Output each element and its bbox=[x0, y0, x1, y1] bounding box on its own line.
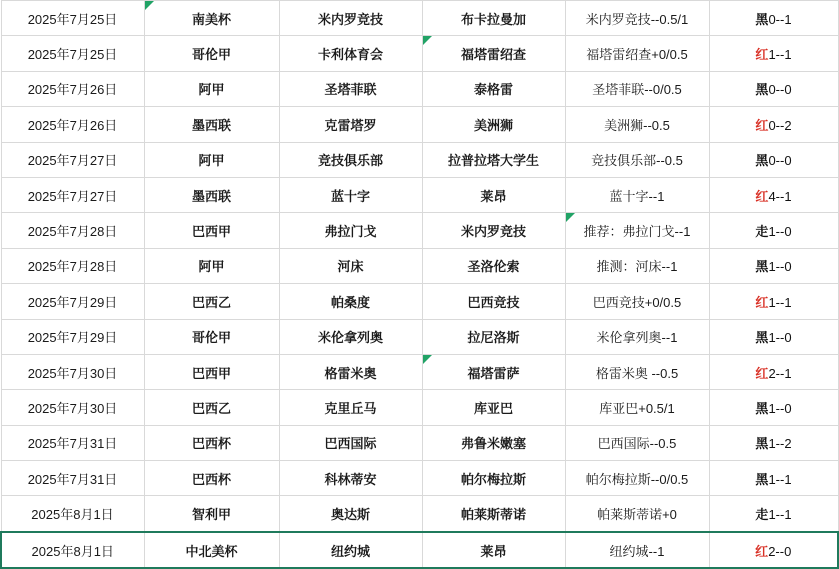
cell-date: 2025年7月25日 bbox=[1, 1, 144, 36]
table-row[interactable] bbox=[1, 425, 838, 460]
cell-home: 帕桑度 bbox=[279, 284, 422, 319]
cell-date: 2025年7月31日 bbox=[1, 425, 144, 460]
table-row[interactable] bbox=[1, 107, 838, 142]
result-badge: 黑 bbox=[755, 153, 769, 169]
cell-league: 中北美杯 bbox=[144, 532, 279, 568]
result-badge: 黑 bbox=[755, 259, 769, 275]
cell-result bbox=[709, 71, 838, 106]
cell-result bbox=[709, 461, 838, 496]
cell-home: 米内罗竞技 bbox=[279, 1, 422, 36]
cell-league: 巴西甲 bbox=[144, 354, 279, 389]
result-score: 1--1 bbox=[768, 47, 792, 63]
cell-home: 竞技俱乐部 bbox=[279, 142, 422, 177]
cell-home: 科林蒂安 bbox=[279, 461, 422, 496]
result-score: 1--1 bbox=[768, 471, 792, 487]
result-score: 4--1 bbox=[768, 188, 792, 204]
result-score: 0--2 bbox=[768, 117, 792, 133]
table-row[interactable] bbox=[1, 177, 838, 212]
cell-tip: 帕尔梅拉斯--0/0.5 bbox=[565, 461, 709, 496]
result-badge: 走 bbox=[755, 507, 769, 523]
table-row[interactable] bbox=[1, 354, 838, 389]
result-score: 1--1 bbox=[768, 294, 792, 310]
cell-home: 格雷米奥 bbox=[279, 354, 422, 389]
cell-away: 帕莱斯蒂诺 bbox=[422, 496, 565, 532]
result-score: 2--1 bbox=[768, 365, 792, 381]
cell-result bbox=[709, 248, 838, 283]
cell-away: 泰格雷 bbox=[422, 71, 565, 106]
cell-league: 智利甲 bbox=[144, 496, 279, 532]
result-score: 0--0 bbox=[768, 82, 792, 98]
result-badge: 黑 bbox=[755, 82, 769, 98]
cell-tip: 巴西国际--0.5 bbox=[565, 425, 709, 460]
cell-league: 阿甲 bbox=[144, 142, 279, 177]
result-badge: 红 bbox=[755, 188, 769, 204]
cell-tip: 帕莱斯蒂诺+0 bbox=[565, 496, 709, 532]
cell-league: 哥伦甲 bbox=[144, 36, 279, 71]
result-score: 1--0 bbox=[768, 259, 792, 275]
cell-home: 纽约城 bbox=[279, 532, 422, 568]
cell-home: 克雷塔罗 bbox=[279, 107, 422, 142]
cell-league: 阿甲 bbox=[144, 248, 279, 283]
cell-tip: 美洲狮--0.5 bbox=[565, 107, 709, 142]
cell-away: 美洲狮 bbox=[422, 107, 565, 142]
result-badge: 红 bbox=[755, 543, 769, 559]
table-row[interactable] bbox=[1, 284, 838, 319]
cell-home: 弗拉门戈 bbox=[279, 213, 422, 248]
cell-league: 巴西乙 bbox=[144, 390, 279, 425]
cell-away: 圣洛伦索 bbox=[422, 248, 565, 283]
cell-result bbox=[709, 1, 838, 36]
cell-date: 2025年8月1日 bbox=[1, 532, 144, 568]
cell-result bbox=[709, 496, 838, 532]
result-score: 1--0 bbox=[768, 224, 792, 240]
cell-tip: 格雷米奥 --0.5 bbox=[565, 354, 709, 389]
cell-tip: 蓝十字--1 bbox=[565, 177, 709, 212]
cell-away: 布卡拉曼加 bbox=[422, 1, 565, 36]
cell-result bbox=[709, 107, 838, 142]
cell-result bbox=[709, 425, 838, 460]
cell-tip: 纽约城--1 bbox=[565, 532, 709, 568]
table-row[interactable] bbox=[1, 532, 838, 568]
result-score: 1--0 bbox=[768, 330, 792, 346]
cell-home: 奥达斯 bbox=[279, 496, 422, 532]
cell-result bbox=[709, 532, 838, 568]
result-badge: 红 bbox=[755, 294, 769, 310]
cell-tip: 推荐：弗拉门戈--1 bbox=[565, 213, 709, 248]
cell-tip: 库亚巴+0.5/1 bbox=[565, 390, 709, 425]
cell-tip: 福塔雷绍查+0/0.5 bbox=[565, 36, 709, 71]
table-body bbox=[1, 1, 838, 569]
table-row[interactable] bbox=[1, 36, 838, 71]
cell-league: 墨西联 bbox=[144, 177, 279, 212]
cell-result bbox=[709, 284, 838, 319]
cell-home: 克里丘马 bbox=[279, 390, 422, 425]
result-badge: 红 bbox=[755, 47, 769, 63]
cell-away: 弗鲁米嫩塞 bbox=[422, 425, 565, 460]
cell-home: 圣塔菲联 bbox=[279, 71, 422, 106]
cell-league: 巴西杯 bbox=[144, 425, 279, 460]
table-row[interactable] bbox=[1, 213, 838, 248]
cell-date: 2025年7月30日 bbox=[1, 390, 144, 425]
result-badge: 走 bbox=[755, 224, 769, 240]
cell-home: 卡利体育会 bbox=[279, 36, 422, 71]
cell-date: 2025年7月30日 bbox=[1, 354, 144, 389]
result-badge: 黑 bbox=[755, 330, 769, 346]
cell-date: 2025年7月29日 bbox=[1, 284, 144, 319]
cell-away: 帕尔梅拉斯 bbox=[422, 461, 565, 496]
cell-away: 巴西竞技 bbox=[422, 284, 565, 319]
cell-tip: 米伦拿列奥--1 bbox=[565, 319, 709, 354]
cell-result bbox=[709, 177, 838, 212]
result-badge: 黑 bbox=[755, 400, 769, 416]
result-score: 1--2 bbox=[768, 436, 792, 452]
cell-league: 南美杯 bbox=[144, 1, 279, 36]
cell-away: 米内罗竞技 bbox=[422, 213, 565, 248]
result-badge: 红 bbox=[755, 117, 769, 133]
result-score: 0--0 bbox=[768, 153, 792, 169]
cell-home: 河床 bbox=[279, 248, 422, 283]
cell-league: 巴西杯 bbox=[144, 461, 279, 496]
result-badge: 黑 bbox=[755, 11, 769, 27]
cell-date: 2025年7月25日 bbox=[1, 36, 144, 71]
cell-home: 蓝十字 bbox=[279, 177, 422, 212]
result-badge: 黑 bbox=[755, 471, 769, 487]
cell-date: 2025年7月27日 bbox=[1, 142, 144, 177]
cell-league: 巴西甲 bbox=[144, 213, 279, 248]
cell-result bbox=[709, 36, 838, 71]
cell-date: 2025年7月29日 bbox=[1, 319, 144, 354]
result-score: 2--0 bbox=[768, 543, 792, 559]
cell-date: 2025年7月28日 bbox=[1, 213, 144, 248]
cell-league: 阿甲 bbox=[144, 71, 279, 106]
cell-tip: 米内罗竞技--0.5/1 bbox=[565, 1, 709, 36]
cell-tip: 巴西竞技+0/0.5 bbox=[565, 284, 709, 319]
table-row[interactable] bbox=[1, 319, 838, 354]
result-score: 1--1 bbox=[768, 507, 792, 523]
table-row[interactable] bbox=[1, 1, 838, 36]
cell-result bbox=[709, 390, 838, 425]
cell-league: 墨西联 bbox=[144, 107, 279, 142]
cell-away: 福塔雷绍查 bbox=[422, 36, 565, 71]
cell-tip: 竞技俱乐部--0.5 bbox=[565, 142, 709, 177]
cell-result bbox=[709, 319, 838, 354]
cell-result bbox=[709, 213, 838, 248]
cell-result bbox=[709, 142, 838, 177]
cell-league: 巴西乙 bbox=[144, 284, 279, 319]
cell-date: 2025年7月28日 bbox=[1, 248, 144, 283]
cell-date: 2025年7月31日 bbox=[1, 461, 144, 496]
cell-away: 库亚巴 bbox=[422, 390, 565, 425]
result-badge: 黑 bbox=[755, 436, 769, 452]
cell-home: 巴西国际 bbox=[279, 425, 422, 460]
table-row[interactable] bbox=[1, 461, 838, 496]
cell-date: 2025年8月1日 bbox=[1, 496, 144, 532]
table-row[interactable] bbox=[1, 248, 838, 283]
cell-league: 哥伦甲 bbox=[144, 319, 279, 354]
cell-tip: 圣塔菲联--0/0.5 bbox=[565, 71, 709, 106]
cell-away: 福塔雷萨 bbox=[422, 354, 565, 389]
result-score: 0--1 bbox=[768, 11, 792, 27]
cell-away: 莱昂 bbox=[422, 177, 565, 212]
result-badge: 红 bbox=[755, 365, 769, 381]
cell-away: 莱昂 bbox=[422, 532, 565, 568]
cell-date: 2025年7月26日 bbox=[1, 107, 144, 142]
cell-result bbox=[709, 354, 838, 389]
cell-date: 2025年7月27日 bbox=[1, 177, 144, 212]
table-row[interactable] bbox=[1, 390, 838, 425]
table-row[interactable] bbox=[1, 142, 838, 177]
cell-date: 2025年7月26日 bbox=[1, 71, 144, 106]
cell-away: 拉普拉塔大学生 bbox=[422, 142, 565, 177]
cell-away: 拉尼洛斯 bbox=[422, 319, 565, 354]
cell-tip: 推测：河床--1 bbox=[565, 248, 709, 283]
cell-home: 米伦拿列奥 bbox=[279, 319, 422, 354]
table-row[interactable] bbox=[1, 496, 838, 532]
result-score: 1--0 bbox=[768, 400, 792, 416]
table-row[interactable] bbox=[1, 71, 838, 106]
